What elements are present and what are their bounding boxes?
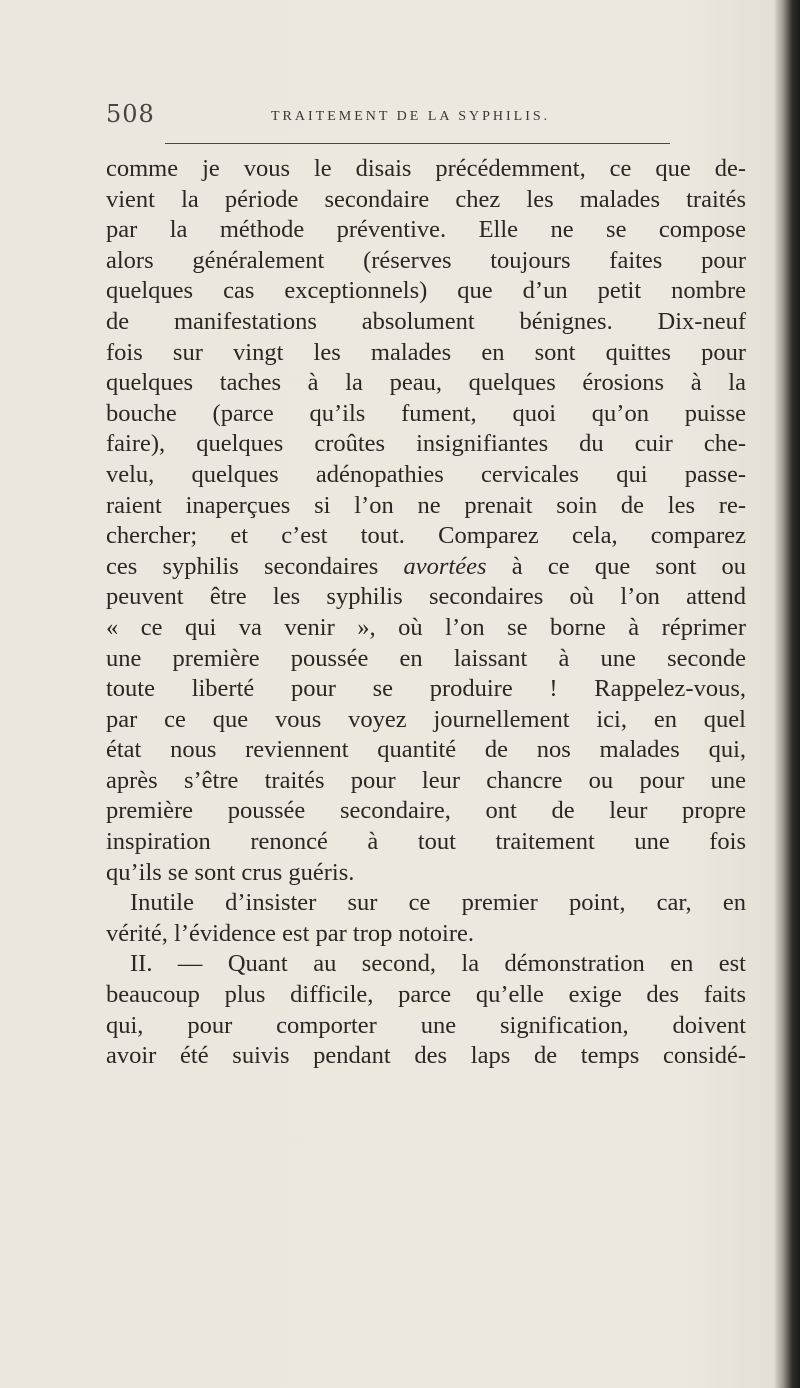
- text-line: fois sur vingt les malades en sont quittes pour: [106, 338, 746, 366]
- text-line: velu, quelques adénopathies cervicales qui passe-: [106, 460, 746, 488]
- italic-word: avortées: [403, 552, 487, 580]
- text-line: première poussée secondaire, ont de leur propre: [106, 797, 746, 825]
- text-line: avoir été suivis pendant des laps de temps considé-: [106, 1042, 746, 1070]
- page-number: 508: [106, 100, 155, 128]
- text-line: bouche (parce qu’ils fument, quoi qu’on puisse: [106, 399, 746, 427]
- text-line: inspiration renoncé à tout traitement une fois: [106, 828, 746, 856]
- text-line: état nous reviennent quantité de nos malades qui,: [106, 736, 746, 764]
- text-line: quelques cas exceptionnels) que d’un petit nombre: [106, 277, 746, 305]
- running-title: TRAITEMENT DE LA SYPHILIS.: [271, 109, 551, 124]
- text-line: par la méthode préventive. Elle ne se compose: [106, 216, 746, 244]
- text-line: Inutile d’insister sur ce premier point, car, en: [130, 889, 746, 917]
- page-edge-shadow: [774, 0, 800, 1388]
- text-line: beaucoup plus difficile, parce qu’elle exige des faits: [106, 981, 746, 1009]
- text-line: quelques taches à la peau, quelques érosions à la: [106, 369, 746, 397]
- text-line: comme je vous le disais précédemment, ce que de-: [106, 155, 746, 182]
- text-line: chercher; et c’est tout. Comparez cela, comparez: [106, 522, 746, 550]
- text-line: toute liberté pour se produire ! Rappelez-vous,: [106, 675, 746, 703]
- text-segment: ces syphilis secondaires: [106, 552, 404, 580]
- text-line: qui, pour comporter une signification, doivent: [106, 1011, 746, 1039]
- text-line: « ce qui va venir », où l’on se borne à réprimer: [106, 613, 746, 641]
- text-line: II. — Quant au second, la démonstration en est: [130, 950, 746, 978]
- text-line: après s’être traités pour leur chancre ou pour une: [106, 766, 746, 794]
- header-rule: [165, 143, 670, 144]
- text-line: qu’ils se sont crus guéris.: [106, 858, 355, 886]
- text-line: raient inaperçues si l’on ne prenait soin de les re-: [106, 491, 746, 519]
- text-segment: à ce que sont ou: [486, 552, 746, 580]
- text-line: vérité, l’évidence est par trop notoire.: [106, 919, 475, 947]
- text-line: alors généralement (réserves toujours faites pour: [106, 246, 746, 274]
- text-line: une première poussée en laissant à une seconde: [106, 644, 746, 672]
- text-line: peuvent être les syphilis secondaires où l’on attend: [106, 583, 746, 611]
- text-line: vient la période secondaire chez les malades traités: [106, 185, 746, 213]
- text-line: par ce que vous voyez journellement ici, en quel: [106, 705, 746, 733]
- text-line: de manifestations absolument bénignes. Dix-neuf: [106, 307, 746, 335]
- page-header: [106, 100, 746, 134]
- body-text: [106, 154, 746, 1072]
- text-line: faire), quelques croûtes insignifiantes du cuir che-: [106, 430, 746, 458]
- text-line: [106, 552, 746, 583]
